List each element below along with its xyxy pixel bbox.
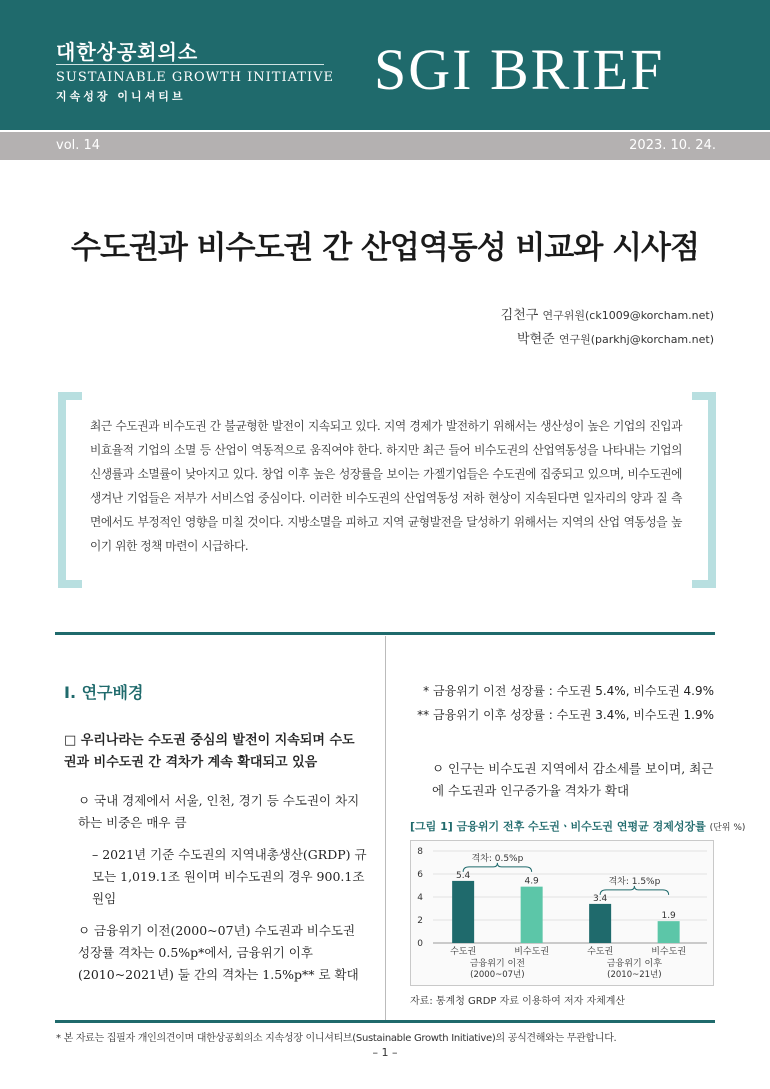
group-label: 금융위기 이후 [606, 959, 662, 969]
main-bullet: □ 우리나라는 수도권 중심의 발전이 지속되며 수도권과 비수도권 간 격차가 계속 확대되고 있음 [64, 733, 355, 770]
data-label: 5.4 [455, 870, 471, 881]
right-bullet: ㅇ 인구는 비수도권 지역에서 감소세를 보이며, 최근에 수도권과 인구증가율 격차가 확대 [432, 761, 714, 798]
bar [521, 887, 543, 943]
category-label: 수도권 [587, 947, 614, 957]
document-title: 수도권과 비수도권 간 산업역동성 비교와 시사점 [71, 230, 699, 266]
bar [452, 881, 474, 943]
volume-number: vol. 14 [56, 138, 101, 153]
disclaimer: * 본 자료는 집필자 개인의견이며 대한상공회의소 지속성장 이니셔티브(Sustainable Growth Initiative)의 공식견해와는 무관합니다. [56, 1033, 617, 1044]
growth-chart [410, 840, 714, 986]
author-role: 연구원(parkhj@korcham.net) [558, 333, 714, 346]
author-line [517, 328, 714, 347]
author-line [501, 304, 714, 323]
abstract-text: 최근 수도권과 비수도권 간 불균형한 발전이 지속되고 있다. 지역 경제가 발전하기 위해서는 생산성이 높은 기업의 진입과 비효율적 기업의 소멸 등 산업이 역동적으로 움직여야 한다. 하지만 최근 들어 비수도권의 산업역동성을 나타내는 기업의 신생률과 소멸률이 낮아지고 있다. 창업 이후 높은 성장률을 보이는 가젤기업들은 수도권에 집중되고 있으며, 비수도권에 생겨난 기업들은 저부가 서비스업 중심이다. 이러한 비수도권의 산업역동성 저하 현상이 지속된다면 일자리의 양과 질 측면에서도 부정적인 영향을 미칠 것이다. 지방소멸을 피하고 지역 균형발전을 달성하기 위해서는 지역의 산업 역동성을 높이기 위한 정책 마련이 시급하다. [90, 419, 682, 553]
section-divider [55, 632, 715, 635]
org-name-english: SUSTAINABLE GROWTH INITIATIVE [56, 70, 334, 85]
footer-divider [55, 1020, 715, 1023]
org-divider [56, 64, 324, 65]
section-heading: Ⅰ. 연구배경 [64, 683, 144, 702]
footnote-before: * 금융위기 이전 성장률 : 수도권 5.4%, 비수도권 4.9% [423, 684, 714, 698]
group-period-label: (2000~07년) [470, 970, 525, 980]
detail-bullet: – 2021년 기준 수도권의 지역내총생산(GRDP) 규모는 1,019.1조 원이며 비수도권의 경우 900.1조 원임 [92, 847, 367, 906]
gap-label: 격차: 1.5%p [608, 876, 661, 887]
footnote-after: ** 금융위기 이후 성장률 : 수도권 3.4%, 비수도권 1.9% [417, 708, 714, 722]
bar [658, 921, 680, 943]
sub-bullet: ㅇ 국내 경제에서 서울, 인천, 경기 등 수도권이 차지하는 비중은 매우 큼 [78, 793, 360, 830]
figure-title [410, 818, 745, 834]
sub-bullet: ㅇ 금융위기 이전(2000~07년) 수도권과 비수도권 성장률 격차는 0.5%p*에서, 금융위기 이후(2010~2021년) 둘 간의 격차는 1.5%p** 로 확대 [78, 923, 359, 982]
gap-bracket [600, 886, 669, 895]
figure-unit: (단위 %) [709, 823, 746, 833]
brand-title: SGI BRIEF [374, 37, 665, 102]
figure-source: 자료: 통계청 GRDP 자료 이용하여 저자 자체계산 [410, 996, 626, 1007]
left-bracket [58, 392, 82, 588]
org-subtitle: 지속성장 이니셔티브 [56, 90, 186, 103]
publish-date: 2023. 10. 24. [629, 138, 716, 153]
figure-title-text: [그림 1] 금융위기 전후 수도권ㆍ비수도권 연평균 경제성장률 [410, 820, 706, 833]
category-label: 수도권 [450, 947, 477, 957]
category-label: 비수도권 [514, 947, 550, 957]
group-label: 금융위기 이전 [469, 959, 525, 969]
column-divider [385, 636, 386, 1020]
data-label: 4.9 [524, 876, 539, 887]
group-period-label: (2010~21년) [607, 970, 662, 980]
y-tick-label: 8 [417, 847, 423, 857]
category-label: 비수도권 [651, 947, 687, 957]
author-role: 연구위원(ck1009@korcham.net) [542, 309, 714, 322]
org-name-korean: 대한상공회의소 [56, 40, 199, 64]
data-label: 1.9 [661, 911, 676, 922]
y-tick-label: 0 [417, 939, 423, 949]
growth-chart-svg [411, 841, 713, 985]
author-name: 박현준 [517, 332, 555, 347]
right-bracket [692, 392, 716, 588]
author-name: 김천구 [500, 308, 539, 323]
gap-label: 격차: 0.5%p [471, 853, 524, 864]
y-tick-label: 2 [417, 916, 423, 926]
y-tick-label: 6 [417, 870, 423, 880]
page-number: – 1 – [372, 1046, 398, 1059]
gap-bracket [463, 863, 532, 872]
header-banner [0, 0, 770, 130]
abstract-box [58, 392, 716, 588]
bar [589, 904, 611, 943]
data-label: 3.4 [592, 893, 608, 904]
y-tick-label: 4 [417, 893, 423, 903]
